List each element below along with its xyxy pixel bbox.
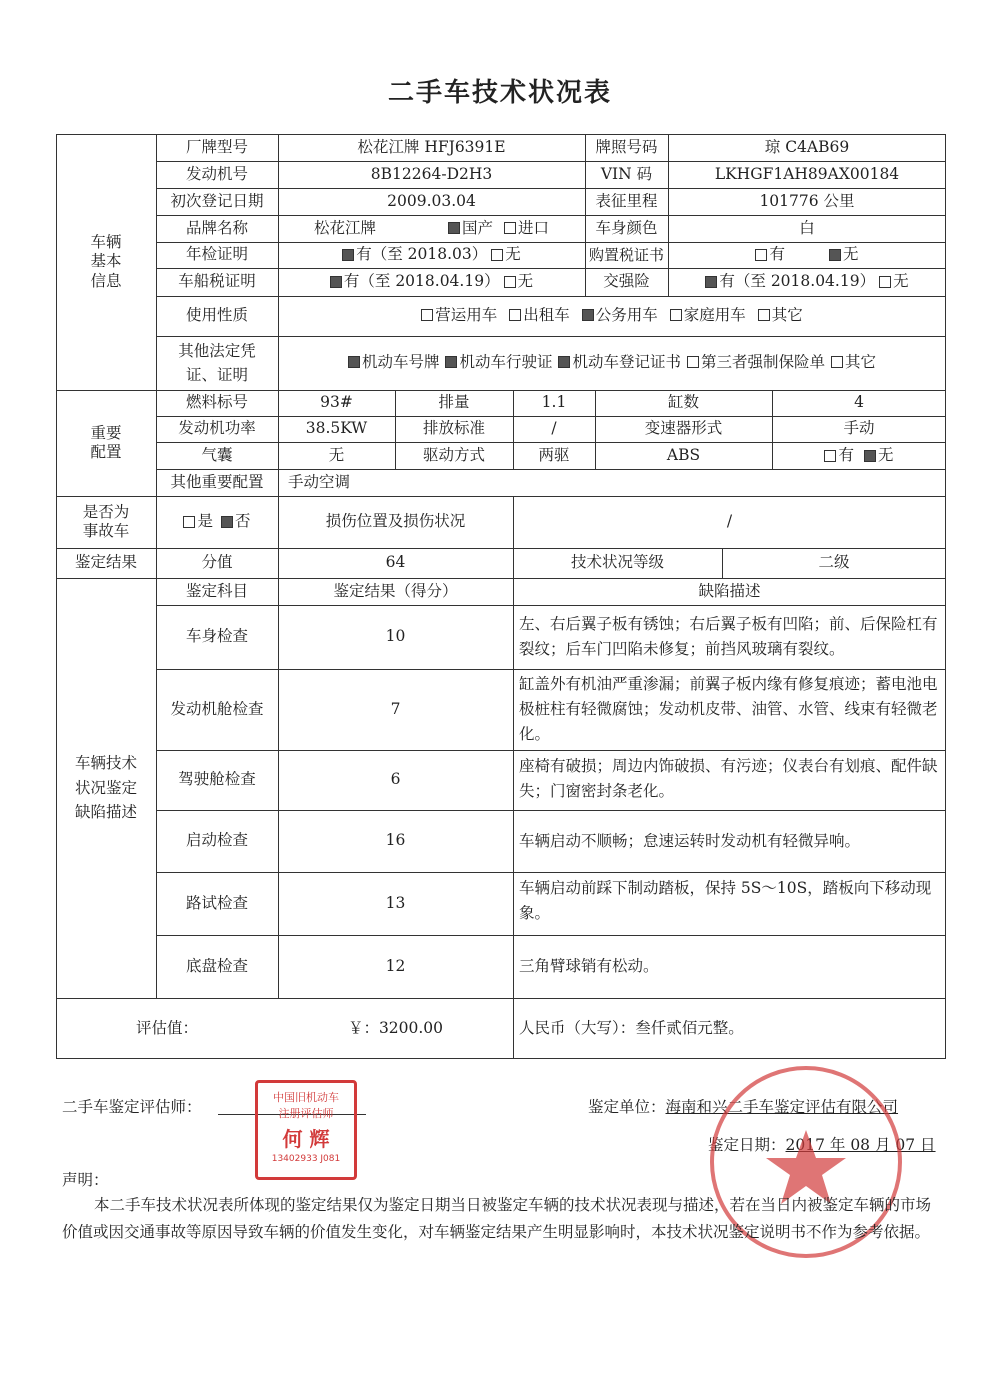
stamp-line2: 注册评估师: [278, 1107, 334, 1120]
stamp-line1: 中国旧机动车: [273, 1091, 339, 1104]
label-reg-date: 初次登记日期: [170, 191, 264, 210]
brand-name: 松花江牌: [314, 218, 377, 237]
value-fuel: 93#: [320, 393, 353, 412]
value-valuation: ￥：3200.00: [347, 1018, 444, 1037]
page-title: 二手车技术状况表: [387, 78, 612, 108]
defect-item: 路试检查: [185, 893, 248, 912]
value-cylinders: 4: [854, 393, 864, 412]
stamp-number: 13402933 J081: [271, 1154, 341, 1164]
checkbox-accident-yes[interactable]: [183, 516, 195, 528]
section-result: 鉴定结果: [74, 553, 137, 572]
value-vin: LKHGF1AH89AX00184: [714, 164, 900, 183]
value-damage: /: [726, 512, 733, 531]
checkbox-usage-operating[interactable]: [421, 309, 433, 321]
value-emission: /: [551, 419, 557, 438]
label-model: 厂牌型号: [185, 137, 248, 156]
insurance-yes-label: 有（至 2018.04.19）: [719, 272, 876, 291]
appraiser-stamp: [255, 1080, 357, 1180]
declaration-label: 声明：: [62, 1171, 109, 1189]
value-usage: [278, 296, 946, 336]
value-accident: [156, 496, 278, 548]
value-purchase-tax: [668, 242, 946, 268]
defect-score: 10: [385, 627, 406, 646]
label-vessel-tax: 车船税证明: [178, 272, 256, 291]
org-value: 海南和兴二手车鉴定评估有限公司: [665, 1098, 899, 1116]
value-insurance: [668, 268, 946, 296]
domestic-label: 国产: [462, 218, 494, 237]
section-key-config: 重要 配置: [90, 423, 122, 461]
doc-plate-label: 机动车号牌: [361, 353, 440, 372]
value-abs: [772, 442, 946, 469]
checkbox-vessel-tax-no[interactable]: [504, 276, 516, 288]
declaration-text: 本二手车技术状况表所体现的鉴定结果仅为鉴定日期当日被鉴定车辆的技术状况表现与描述，若在当日内被鉴定车辆的市场价值或因交通事故等原因导致车辆的价值发生变化，对车辆鉴定结果产生明显影响时，本技术状况鉴定说明书不作为参考依据。: [62, 1196, 932, 1241]
label-grade: 技术状况等级: [570, 553, 664, 572]
usage-official-label: 公务用车: [595, 306, 658, 325]
value-airbag: 无: [328, 445, 345, 464]
rmb-value: 叁仟贰佰元整。: [635, 1019, 744, 1038]
defect-desc: 三角臂球销有松动。: [519, 957, 659, 976]
value-reg-date: 2009.03.04: [387, 191, 476, 210]
value-color: 白: [799, 218, 815, 237]
section-accident: 是否为 事故车: [82, 502, 130, 540]
value-grade: 二级: [818, 553, 850, 572]
defect-item: 启动检查: [185, 831, 248, 850]
value-vessel-tax: [278, 268, 585, 296]
rmb-label: 人民币（大写）：: [519, 1019, 636, 1038]
checkbox-purchase-tax-no[interactable]: [829, 249, 841, 261]
appraiser-label: 二手车鉴定评估师：: [62, 1098, 202, 1116]
defect-score: 12: [385, 956, 406, 975]
label-mileage: 表征里程: [595, 191, 658, 210]
checkbox-doc-insurance[interactable]: [687, 356, 699, 368]
label-cylinders: 缸数: [667, 393, 699, 412]
value-other-config: 手动空调: [288, 473, 351, 492]
defect-item: 车身检查: [185, 627, 248, 646]
usage-operating-label: 营运用车: [435, 306, 498, 325]
value-plate: 琼 C4AB69: [764, 137, 850, 156]
label-damage: 损伤位置及损伤状况: [325, 512, 466, 531]
checkbox-insurance-yes[interactable]: [705, 276, 717, 288]
label-color: 车身颜色: [595, 218, 658, 237]
checkbox-doc-license[interactable]: [445, 356, 457, 368]
defect-item: 驾驶舱检查: [178, 770, 256, 789]
value-mileage: 101776 公里: [759, 191, 855, 210]
doc-insurance-label: 第三者强制保险单: [701, 353, 826, 372]
value-drive: 两驱: [538, 445, 570, 464]
abs-yes-label: 有: [838, 445, 854, 464]
accident-no-label: 否: [235, 512, 251, 531]
label-fuel: 燃料标号: [185, 393, 248, 412]
defect-desc: 左、右后翼子板有锈蚀；右后翼子板有凹陷；前、后保险杠有裂纹；后车门凹陷未修复；前挡风玻璃有裂纹。: [519, 615, 938, 658]
inspection-yes-label: 有（至 2018.03）: [356, 245, 488, 264]
checkbox-accident-no[interactable]: [221, 516, 233, 528]
checkbox-domestic[interactable]: [448, 222, 460, 234]
insurance-no-label: 无: [893, 272, 909, 291]
label-insurance: 交强险: [603, 272, 650, 291]
import-label: 进口: [517, 218, 549, 237]
value-displacement: 1.1: [541, 393, 567, 412]
org-label: 鉴定单位：: [588, 1098, 666, 1116]
value-engine-no: 8B12264-D2H3: [370, 164, 493, 183]
label-power: 发动机功率: [178, 419, 256, 438]
doc-registration-label: 机动车登记证书: [572, 353, 681, 372]
doc-license-label: 机动车行驶证: [459, 353, 553, 372]
defect-score: 6: [390, 770, 401, 789]
vessel-tax-no-label: 无: [517, 272, 534, 291]
label-displacement: 排量: [438, 393, 470, 412]
checkbox-inspection-yes[interactable]: [342, 249, 354, 261]
value-power: 38.5KW: [305, 419, 368, 438]
checkbox-purchase-tax-yes[interactable]: [755, 249, 767, 261]
usage-taxi-label: 出租车: [523, 306, 570, 325]
checkbox-usage-other[interactable]: [758, 309, 770, 321]
label-plate: 牌照号码: [595, 137, 658, 156]
checkbox-doc-registration[interactable]: [558, 356, 570, 368]
value-inspection: [278, 242, 585, 268]
date-value: 2017 年 08 月 07 日: [785, 1136, 936, 1154]
label-drive: 驱动方式: [422, 445, 485, 464]
date-label: 鉴定日期：: [708, 1136, 786, 1154]
defect-item: 底盘检查: [185, 956, 248, 975]
col-header-desc: 缺陷描述: [698, 581, 761, 600]
purchase-tax-no-label: 无: [843, 245, 859, 264]
doc-other-label: 其它: [845, 353, 877, 372]
label-score: 分值: [201, 553, 233, 572]
defect-desc: 座椅有破损；周边内饰破损、有污迹；仪表台有划痕、配件缺失；门窗密封条老化。: [519, 757, 938, 800]
checkbox-doc-plate[interactable]: [348, 356, 360, 368]
value-model: 松花江牌 HFJ6391E: [357, 137, 506, 156]
defect-item: 发动机舱检查: [170, 699, 264, 718]
value-documents: [278, 336, 946, 390]
value-rmb-uppercase: [513, 998, 946, 1059]
checkbox-doc-other[interactable]: [831, 356, 843, 368]
usage-family-label: 家庭用车: [683, 306, 746, 325]
defect-desc: 车辆启动前踩下制动踏板，保持 5S～10S，踏板向下移动现象。: [519, 879, 932, 922]
inspection-no-label: 无: [505, 245, 521, 264]
col-header-score: 鉴定结果（得分）: [333, 581, 458, 600]
checkbox-usage-taxi[interactable]: [509, 309, 521, 321]
checkbox-abs-yes[interactable]: [824, 450, 836, 462]
checkbox-inspection-no[interactable]: [491, 249, 503, 261]
usage-other-label: 其它: [771, 306, 803, 325]
label-brand: 品牌名称: [185, 218, 248, 237]
defect-desc: 车辆启动不顺畅；怠速运转时发动机有轻微异响。: [519, 831, 861, 850]
label-inspection: 年检证明: [185, 245, 248, 264]
checkbox-abs-no[interactable]: [864, 450, 876, 462]
label-emission: 排放标准: [422, 419, 485, 438]
label-usage: 使用性质: [185, 306, 248, 325]
defect-score: 7: [390, 699, 401, 718]
label-purchase-tax: 购置税证书: [588, 245, 664, 264]
label-other-config: 其他重要配置: [170, 472, 264, 491]
value-score: 64: [385, 553, 406, 572]
value-brand-origin: [278, 215, 585, 242]
label-engine-no: 发动机号: [185, 164, 248, 183]
accident-yes-label: 是: [197, 512, 213, 531]
col-header-item: 鉴定科目: [185, 581, 248, 600]
defect-score: 13: [385, 893, 406, 912]
label-vin: VIN 码: [600, 164, 653, 183]
checkbox-insurance-no[interactable]: [879, 276, 891, 288]
label-documents: 其他法定凭 证、证明: [178, 341, 256, 384]
defect-score: 16: [385, 831, 406, 850]
stamp-name: 何 辉: [282, 1127, 330, 1151]
label-airbag: 气囊: [201, 445, 233, 464]
section-basic-info: 车辆 基本 信息: [90, 232, 122, 290]
vessel-tax-yes-label: 有（至 2018.04.19）: [343, 272, 500, 291]
label-abs: ABS: [666, 445, 701, 464]
checkbox-vessel-tax-yes[interactable]: [330, 276, 342, 288]
checkbox-usage-family[interactable]: [670, 309, 682, 321]
abs-no-label: 无: [878, 445, 894, 464]
label-gearbox: 变速器形式: [644, 419, 723, 438]
checkbox-import[interactable]: [504, 222, 516, 234]
label-valuation: 评估值：: [135, 1018, 198, 1037]
purchase-tax-yes-label: 有: [769, 245, 785, 264]
checkbox-usage-official[interactable]: [582, 309, 594, 321]
section-defects: 车辆技术 状况鉴定 缺陷描述: [74, 753, 137, 822]
defect-desc: 缸盖外有机油严重渗漏；前翼子板内缘有修复痕迹；蓄电池电极桩柱有轻微腐蚀；发动机皮带、油管、水管、线束有轻微老化。: [519, 675, 938, 743]
value-gearbox: 手动: [843, 419, 875, 438]
